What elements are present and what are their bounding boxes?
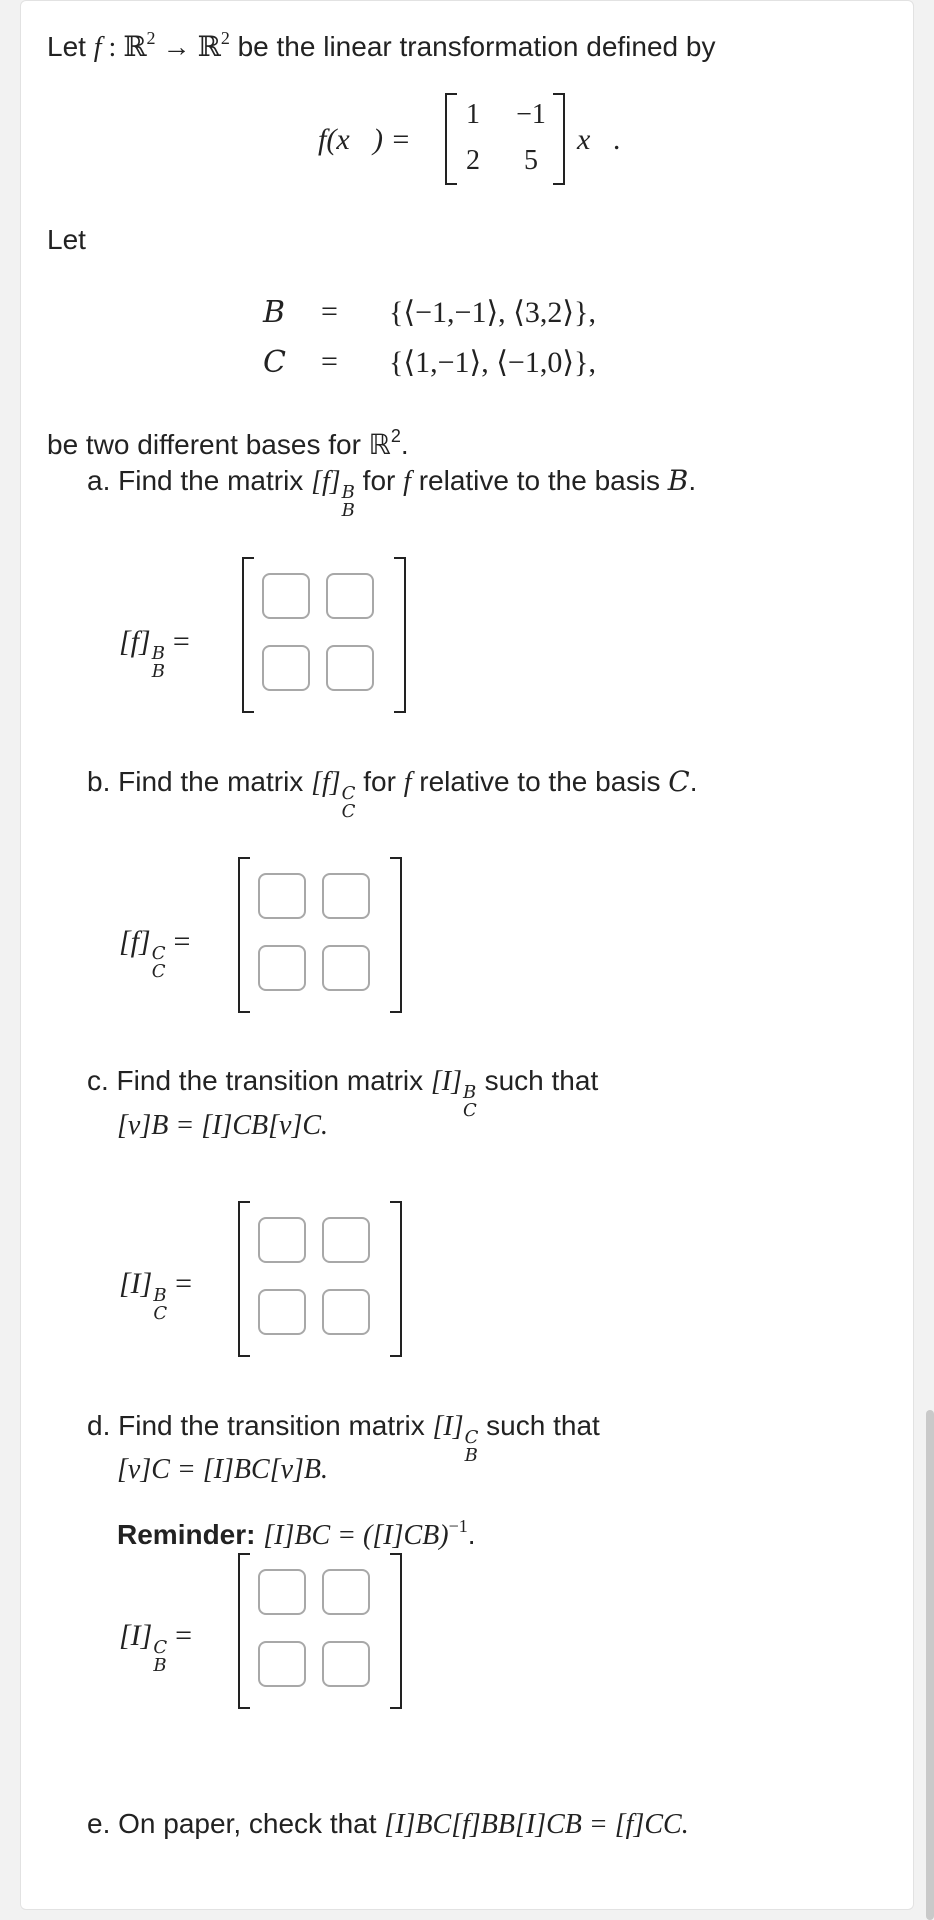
answer-input-c12[interactable] <box>322 1217 370 1263</box>
answer-input-b11[interactable] <box>258 873 306 919</box>
superscript: C <box>151 943 166 964</box>
superscript: B <box>341 482 355 503</box>
part-d-text: d. Find the transition matrix <box>87 1410 433 1441</box>
matrix-cell: 2 <box>466 145 480 176</box>
subscript: B <box>151 661 165 682</box>
right-bracket <box>394 557 406 713</box>
subscript: B <box>341 500 355 521</box>
part-c-lhs <box>119 1267 192 1323</box>
part-a-indices <box>342 484 355 520</box>
part-d-relation: [v]C = [I]BC[v]B. <box>117 1454 329 1485</box>
part-e-expression: [I]BC[f]BB[I]CB = [f]CC. <box>384 1809 689 1840</box>
subscript: C <box>153 1303 168 1324</box>
lhs-symbol: [I] <box>119 1619 153 1652</box>
part-d-answer-matrix <box>238 1553 402 1709</box>
part-a-prompt <box>87 464 696 520</box>
part-b-matrix-symbol: [f] <box>311 767 341 798</box>
answer-input-d21[interactable] <box>258 1641 306 1687</box>
period: . <box>400 429 409 460</box>
left-bracket <box>238 1201 250 1357</box>
answer-input-a22[interactable] <box>326 645 374 691</box>
answer-input-d22[interactable] <box>322 1641 370 1687</box>
part-d-text: such that <box>478 1410 600 1441</box>
exponent: 2 <box>220 28 230 48</box>
let-label: Let <box>47 224 86 255</box>
part-e-text: e. On paper, check that <box>87 1808 385 1839</box>
subscript: B <box>153 1655 167 1676</box>
basis-symbol: B <box>667 464 689 497</box>
exponent: 2 <box>146 28 156 48</box>
part-d-indices <box>465 1429 479 1465</box>
answer-input-c21[interactable] <box>258 1289 306 1335</box>
part-a-text: for <box>354 465 404 496</box>
right-bracket <box>390 1553 402 1709</box>
lhs-indices <box>152 645 165 681</box>
subscript: C <box>151 961 166 982</box>
answer-input-d12[interactable] <box>322 1569 370 1615</box>
answer-input-b21[interactable] <box>258 945 306 991</box>
f-symbol: f <box>403 767 412 798</box>
part-c-indices <box>463 1084 477 1120</box>
part-e-prompt <box>87 1807 689 1842</box>
two-bases-line <box>47 419 409 462</box>
part-d-reminder <box>117 1509 476 1553</box>
part-a-answer-matrix <box>242 557 406 713</box>
superscript: C <box>153 1637 168 1658</box>
answer-input-a11[interactable] <box>262 573 310 619</box>
part-a-lhs <box>119 625 190 681</box>
part-b-text: b. Find the matrix <box>87 766 312 797</box>
left-bracket <box>238 1553 250 1709</box>
two-bases-text: be two different bases for ℝ <box>47 429 391 460</box>
reminder-expression: [I]BC = ([I]CB) <box>263 1520 449 1551</box>
lhs-symbol: [f] <box>119 625 151 658</box>
equals-sign: = <box>175 1619 193 1652</box>
part-c-answer-matrix <box>238 1201 402 1357</box>
subscript: B <box>464 1445 478 1466</box>
period: . <box>689 766 698 797</box>
left-bracket <box>242 557 254 713</box>
matrix-cell: 5 <box>524 145 538 176</box>
lhs-indices <box>152 945 166 981</box>
part-a-text: a. Find the matrix <box>87 465 312 496</box>
definition-lhs: f(x⃗) = <box>318 123 411 156</box>
right-bracket <box>390 1201 402 1357</box>
intro-line <box>47 21 715 65</box>
basis-b-name: B <box>263 295 286 330</box>
answer-input-a12[interactable] <box>326 573 374 619</box>
superscript: B <box>151 643 165 664</box>
part-c-text: c. Find the transition matrix <box>87 1065 431 1096</box>
right-bracket <box>390 857 402 1013</box>
part-b-lhs <box>119 925 190 981</box>
f-symbol: f <box>403 466 411 497</box>
basis-symbol: C <box>668 765 690 798</box>
lhs-symbol: [f] <box>119 925 151 958</box>
definition-matrix <box>445 93 565 185</box>
part-b-text: for <box>355 766 404 797</box>
equals-sign: = <box>172 625 190 658</box>
lhs-indices <box>153 1287 167 1323</box>
part-d-matrix-symbol: [I] <box>432 1411 464 1442</box>
superscript: B <box>463 1082 477 1103</box>
part-a-matrix-symbol: [f] <box>311 466 341 497</box>
part-b-prompt <box>87 765 698 821</box>
subscript: C <box>463 1100 477 1121</box>
answer-input-c11[interactable] <box>258 1217 306 1263</box>
exponent: −1 <box>448 1516 468 1536</box>
period: . <box>688 465 697 496</box>
matrix-cell: −1 <box>516 99 546 130</box>
lhs-symbol: [I] <box>119 1267 153 1300</box>
part-c-relation: [v]B = [I]CB[v]C. <box>117 1110 329 1141</box>
equals-sign: = <box>321 345 338 378</box>
part-b-text: relative to the basis <box>411 766 669 797</box>
answer-input-b12[interactable] <box>322 873 370 919</box>
answer-input-c22[interactable] <box>322 1289 370 1335</box>
basis-b-value: {⟨−1,−1⟩, ⟨3,2⟩}, <box>389 296 596 329</box>
matrix-cell: 1 <box>466 99 480 130</box>
part-b-answer-matrix <box>238 857 402 1013</box>
answer-input-d11[interactable] <box>258 1569 306 1615</box>
domain-text: : ℝ <box>101 32 147 63</box>
f-symbol: f <box>93 32 102 63</box>
scrollbar[interactable] <box>926 1410 934 1920</box>
part-b-indices <box>342 785 356 821</box>
superscript: C <box>341 783 356 804</box>
part-a-text: relative to the basis <box>410 465 668 496</box>
part-d-lhs <box>119 1619 192 1675</box>
question-card <box>20 0 914 1910</box>
part-c-matrix-symbol: [I] <box>430 1066 463 1097</box>
definition-rhs: x⃗. <box>577 123 622 156</box>
equals-sign: = <box>175 1267 193 1300</box>
exponent: 2 <box>390 426 401 446</box>
intro-text: Let <box>47 31 94 62</box>
reminder-label: Reminder: <box>117 1519 256 1550</box>
superscript: C <box>464 1427 479 1448</box>
lhs-indices <box>153 1639 167 1675</box>
basis-c-name: C <box>263 345 286 380</box>
equals-sign: = <box>321 295 338 328</box>
basis-c-value: {⟨1,−1⟩, ⟨−1,0⟩}, <box>389 346 596 379</box>
right-bracket <box>553 93 565 185</box>
answer-input-b22[interactable] <box>322 945 370 991</box>
answer-input-a21[interactable] <box>262 645 310 691</box>
intro-text-end: be the linear transformation defined by <box>229 31 716 62</box>
equals-sign: = <box>173 925 191 958</box>
subscript: C <box>341 801 356 822</box>
period: . <box>467 1519 476 1550</box>
part-c-text: such that <box>476 1065 599 1096</box>
left-bracket <box>238 857 250 1013</box>
arrow-text: → ℝ <box>155 32 221 63</box>
superscript: B <box>153 1285 167 1306</box>
